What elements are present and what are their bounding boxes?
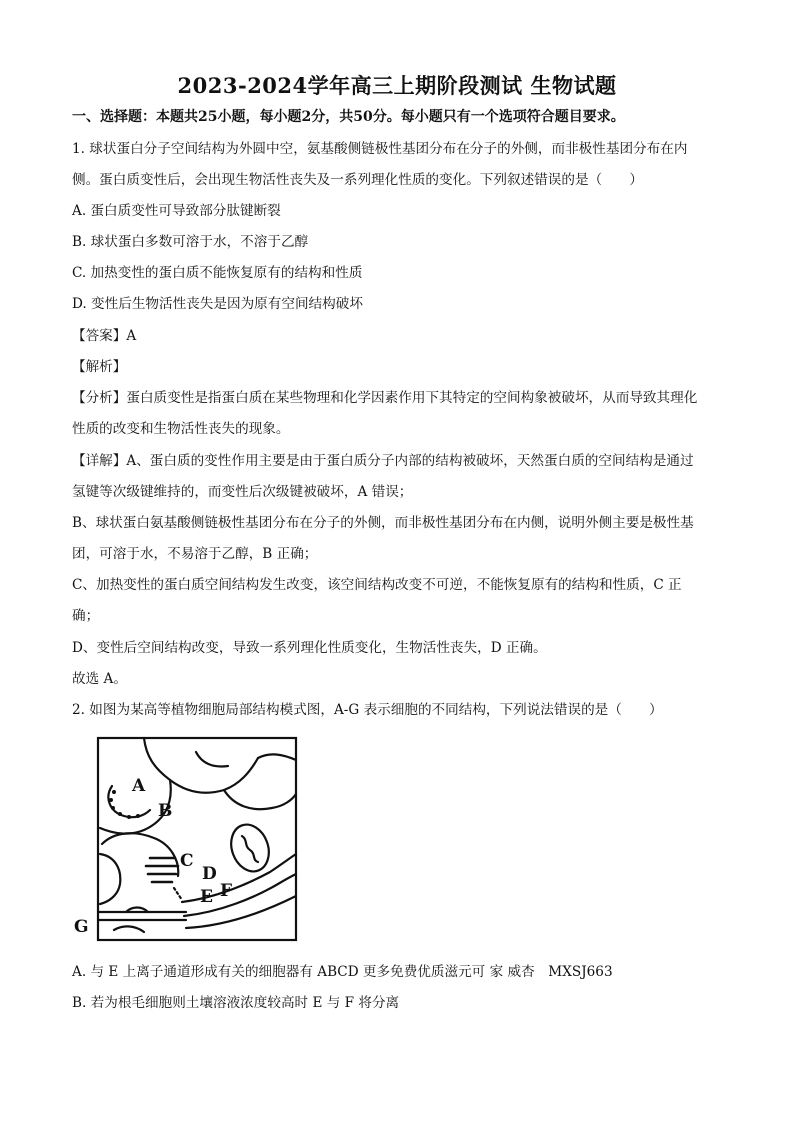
label-e: E: [200, 887, 213, 907]
structure-d-mitochondrion: [225, 819, 275, 876]
er-line-5: [258, 754, 296, 760]
q2-option-a: A. 与 E 上离子通道形成有关的细胞器有 ABCD 更多免费优质滋元可 家 威杏 MXSJ663: [72, 964, 613, 980]
er-line-left: [100, 854, 120, 904]
er-line-3: [224, 790, 296, 809]
label-d: D: [202, 864, 217, 884]
q2-option-b: B. 若为根毛细胞则土壤溶液浓度较高时 E 与 F 将分离: [72, 995, 400, 1011]
q1-analysis-label: 【解析】: [72, 359, 127, 375]
cell-structure-figure: [74, 736, 300, 944]
label-c: C: [180, 851, 194, 871]
mitochondrion-cristae: [242, 836, 258, 862]
label-b: B: [158, 801, 173, 821]
q1-d-line1: D、变性后空间结构改变，导致一系列理化性质变化，生物活性丧失，D 正确。: [72, 640, 547, 656]
q2-stem: 2. 如图为某高等植物细胞局部结构模式图，A-G 表示细胞的不同结构，下列说法错误的是（ ）: [72, 702, 663, 718]
q1-c-line2: 确；: [72, 608, 100, 624]
vesicle-trail: [174, 888, 182, 900]
page-title: 2023-2024学年高三上期阶段测试 生物试题: [177, 73, 617, 98]
q1-option-c: C. 加热变性的蛋白质不能恢复原有的结构和性质: [72, 265, 363, 281]
q1-stem-line1: 1. 球状蛋白分子空间结构为外圆中空，氨基酸侧链极性基团分布在分子的外侧，而非极性基团分布在内: [72, 141, 688, 157]
q1-b-line1: B、球状蛋白氨基酸侧链极性基团分布在分子的外侧，而非极性基团分布在内侧，说明外侧主要是极性基: [72, 515, 694, 531]
q1-stem-line2: 侧。蛋白质变性后，会出现生物活性丧失及一系列理化性质的变化。下列叙述错误的是（ ）: [72, 172, 643, 188]
q1-xiangjie-line1: 【详解】A、蛋白质的变性作用主要是由于蛋白质分子内部的结构被破坏，天然蛋白质的空间结构是通过: [72, 453, 694, 469]
q1-option-d: D. 变性后生物活性丧失是因为原有空间结构破坏: [72, 296, 363, 312]
label-a: A: [132, 776, 146, 796]
er-line-4: [196, 752, 228, 766]
q1-fenxi-line1: 【分析】蛋白质变性是指蛋白质在某些物理和化学因素作用下其特定的空间构象被破坏，从而导致其理化: [72, 390, 698, 406]
section-heading: 一、选择题：本题共25小题，每小题2分，共50分。每小题只有一个选项符合题目要求。: [72, 109, 625, 125]
q1-fenxi-line2: 性质的改变和生物活性丧失的现象。: [72, 421, 290, 437]
plasmodesma-lower: [114, 926, 144, 932]
label-f: F: [220, 881, 233, 901]
er-line-1: [144, 738, 258, 793]
structure-g-line: [98, 912, 186, 920]
q1-option-a: A. 蛋白质变性可导致部分肽键断裂: [72, 203, 281, 219]
q1-xiangjie-line2: 氢键等次级键维持的，而变性后次级键被破坏，A 错误；: [72, 484, 413, 500]
q1-answer: 【答案】A: [72, 328, 137, 344]
cell-diagram-svg: [74, 736, 300, 944]
label-g: G: [74, 917, 89, 937]
structure-b-line: [102, 833, 178, 876]
q1-b-line2: 团，可溶于水，不易溶于乙醇，B 正确；: [72, 546, 318, 562]
q1-conclusion: 故选 A。: [72, 671, 127, 687]
q1-option-b: B. 球状蛋白多数可溶于水，不溶于乙醇: [72, 234, 309, 250]
q1-c-line1: C、加热变性的蛋白质空间结构发生改变，该空间结构改变不可逆，不能恢复原有的结构和性质，C 正: [72, 577, 682, 593]
structure-c-golgi: [146, 858, 178, 882]
